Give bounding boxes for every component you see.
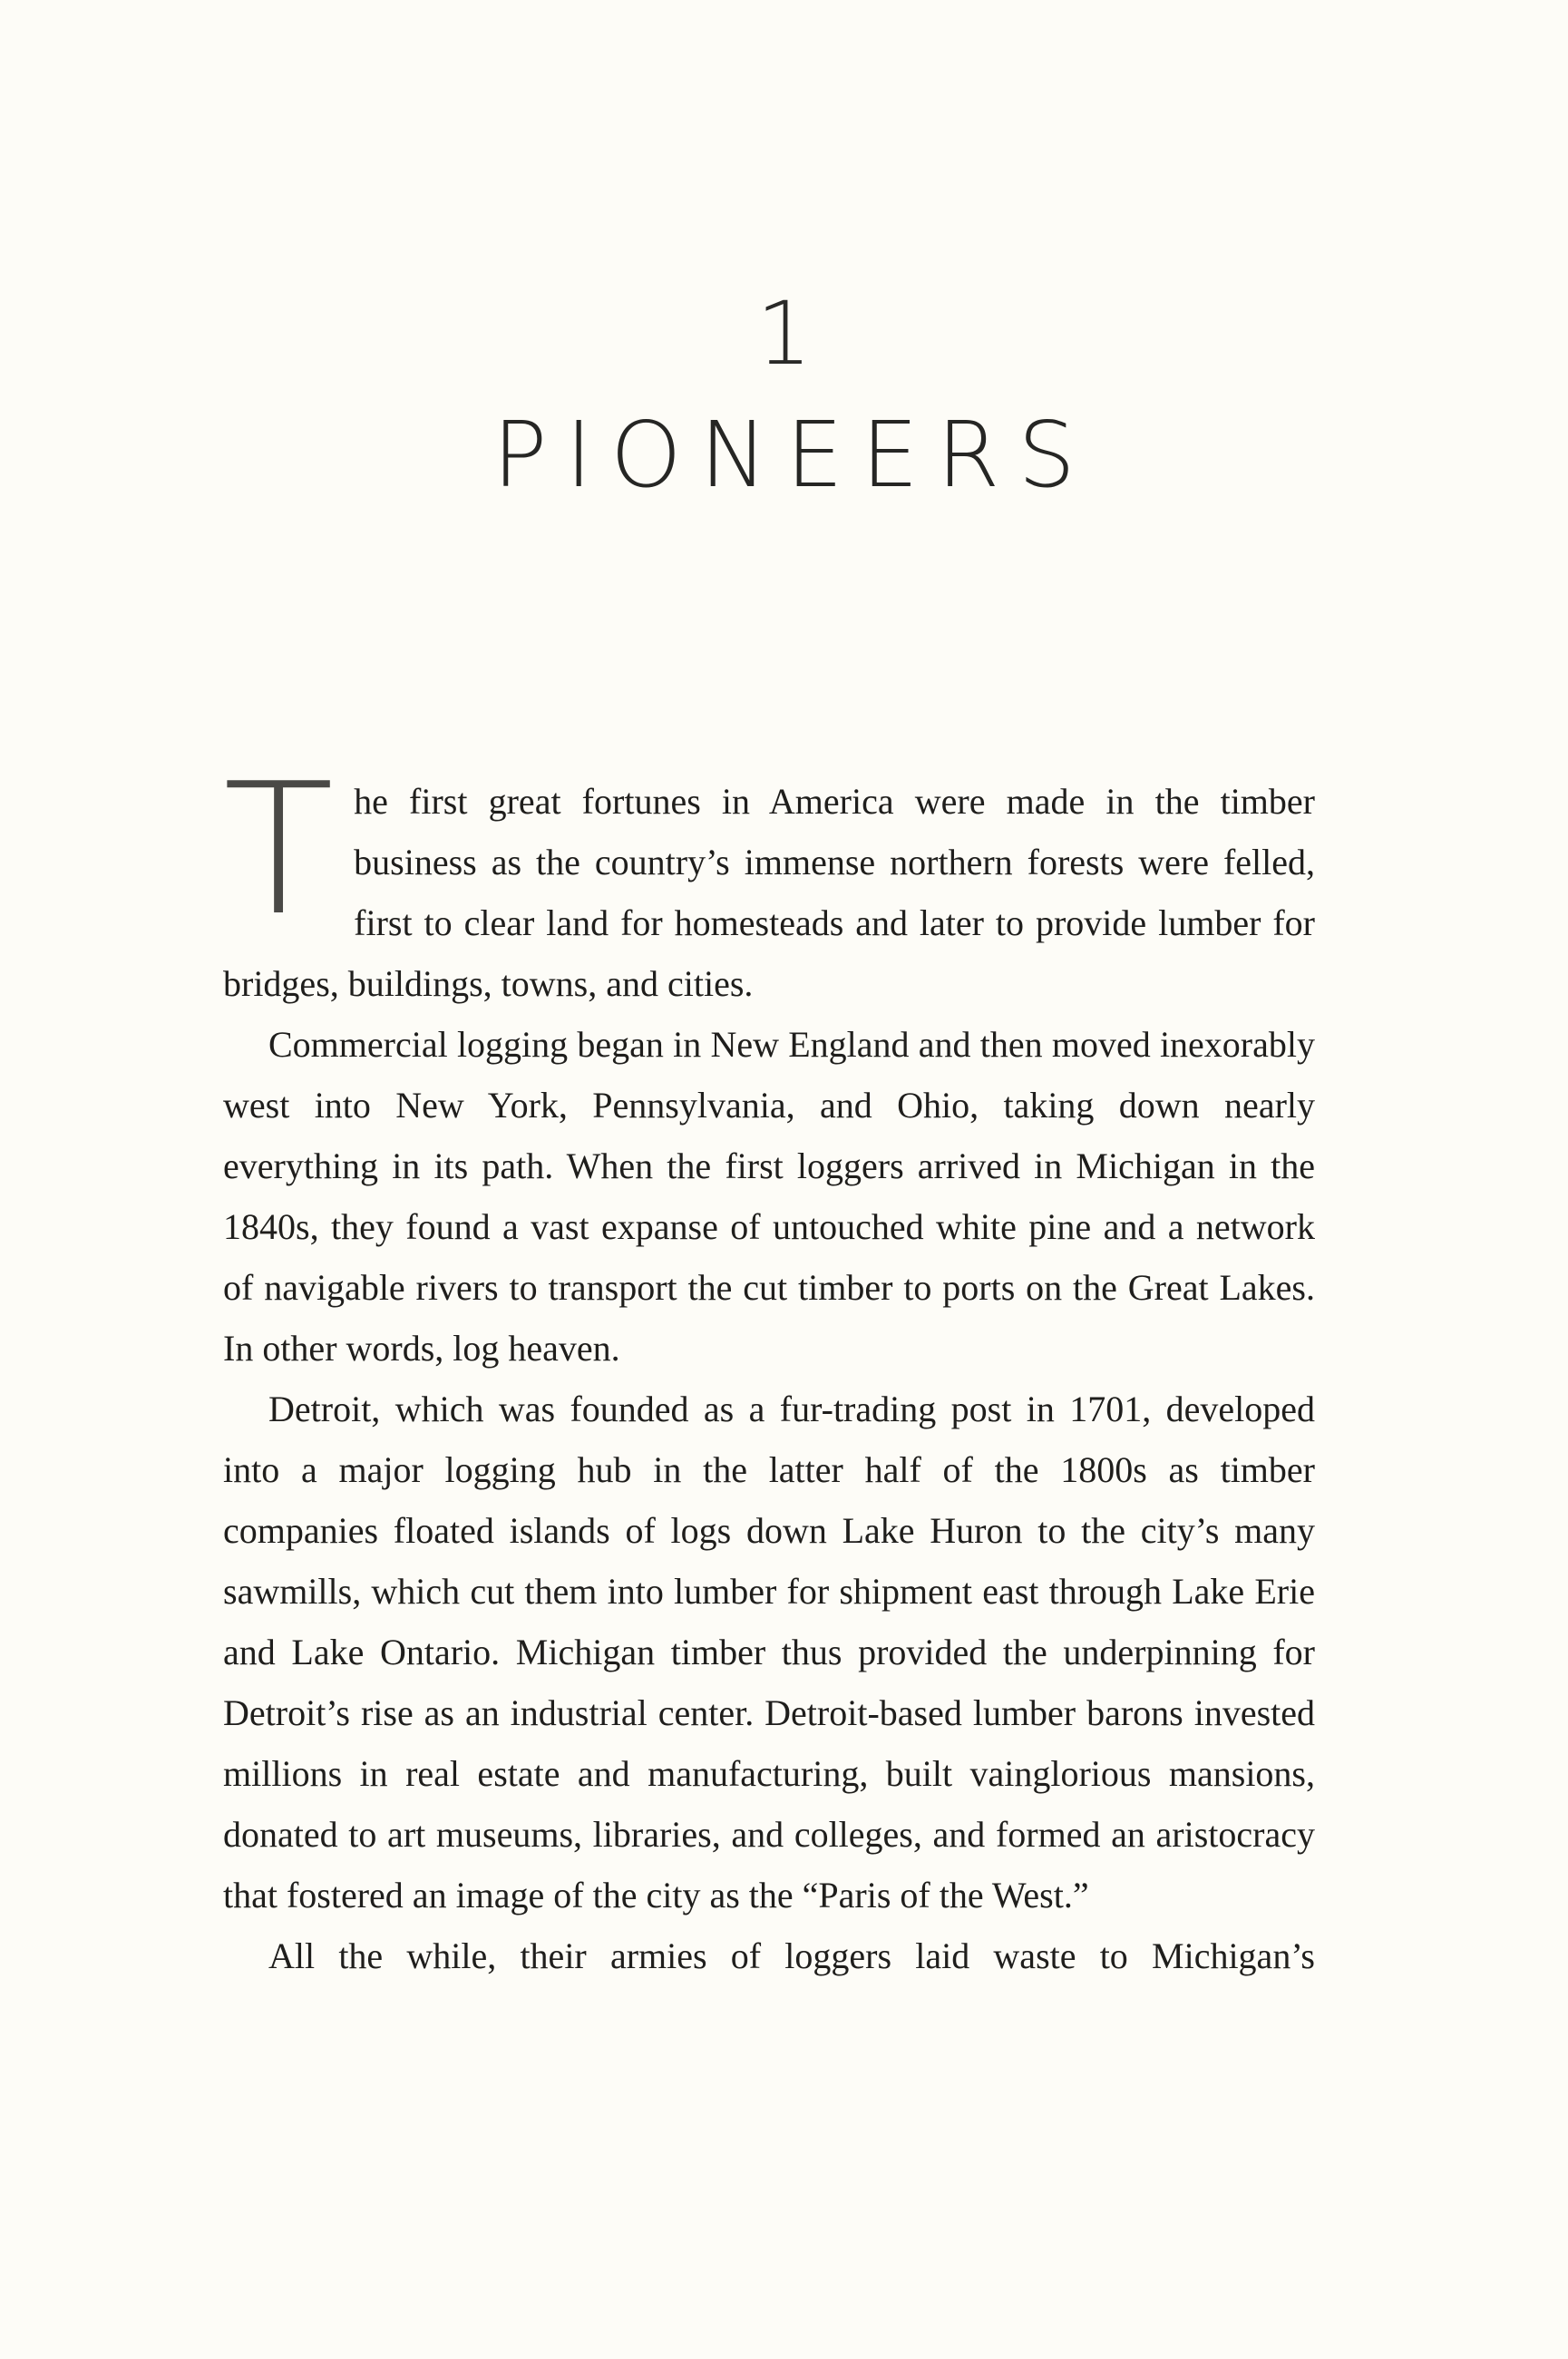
chapter-title: PIONEERS	[492, 402, 1094, 508]
paragraph-3: Detroit, which was founded as a fur-trading post in 1701, developed into a major logging hub in the latter half of the 1800s as timber companies floated islands of logs down Lake Huron to the city’s many sawmills, which cut them into lumber for shipment east through Lake Erie and Lake Ontario. Michigan timber thus provided the underpinning for Detroit’s rise as an industrial center. Detroit-based lumber barons invested millions in real estate and manufacturing, built vainglorious mansions, donated to art museums, libraries, and colleges, and formed an aristocracy that fostered an image of the city as the “Paris of the West.”	[223, 1389, 1315, 1915]
paragraph-1-text: he first great fortunes in America were made in the timber business as the country’s immense northern forests were felled, first to clear land for homesteads and later to provide lumber for bridges, buildings, towns, and cities.	[223, 781, 1315, 1004]
chapter-body	[223, 745, 1315, 1986]
paragraph-4: All the while, their armies of loggers laid waste to Michigan’s	[268, 1935, 1315, 1976]
paragraph-1	[223, 745, 1315, 1014]
paragraph-2: Commercial logging began in New England and then moved inexorably west into New York, Pennsylvania, and Ohio, taking down nearly everything in its path. When the first loggers arrived in Michigan in the 1840s, they found a vast expanse of untouched white pine and a network of navigable rivers to transport the cut timber to ports on the Great Lakes. In other words, log heaven.	[223, 1024, 1315, 1369]
drop-cap: T	[223, 745, 335, 956]
chapter-number: 1	[755, 283, 813, 385]
